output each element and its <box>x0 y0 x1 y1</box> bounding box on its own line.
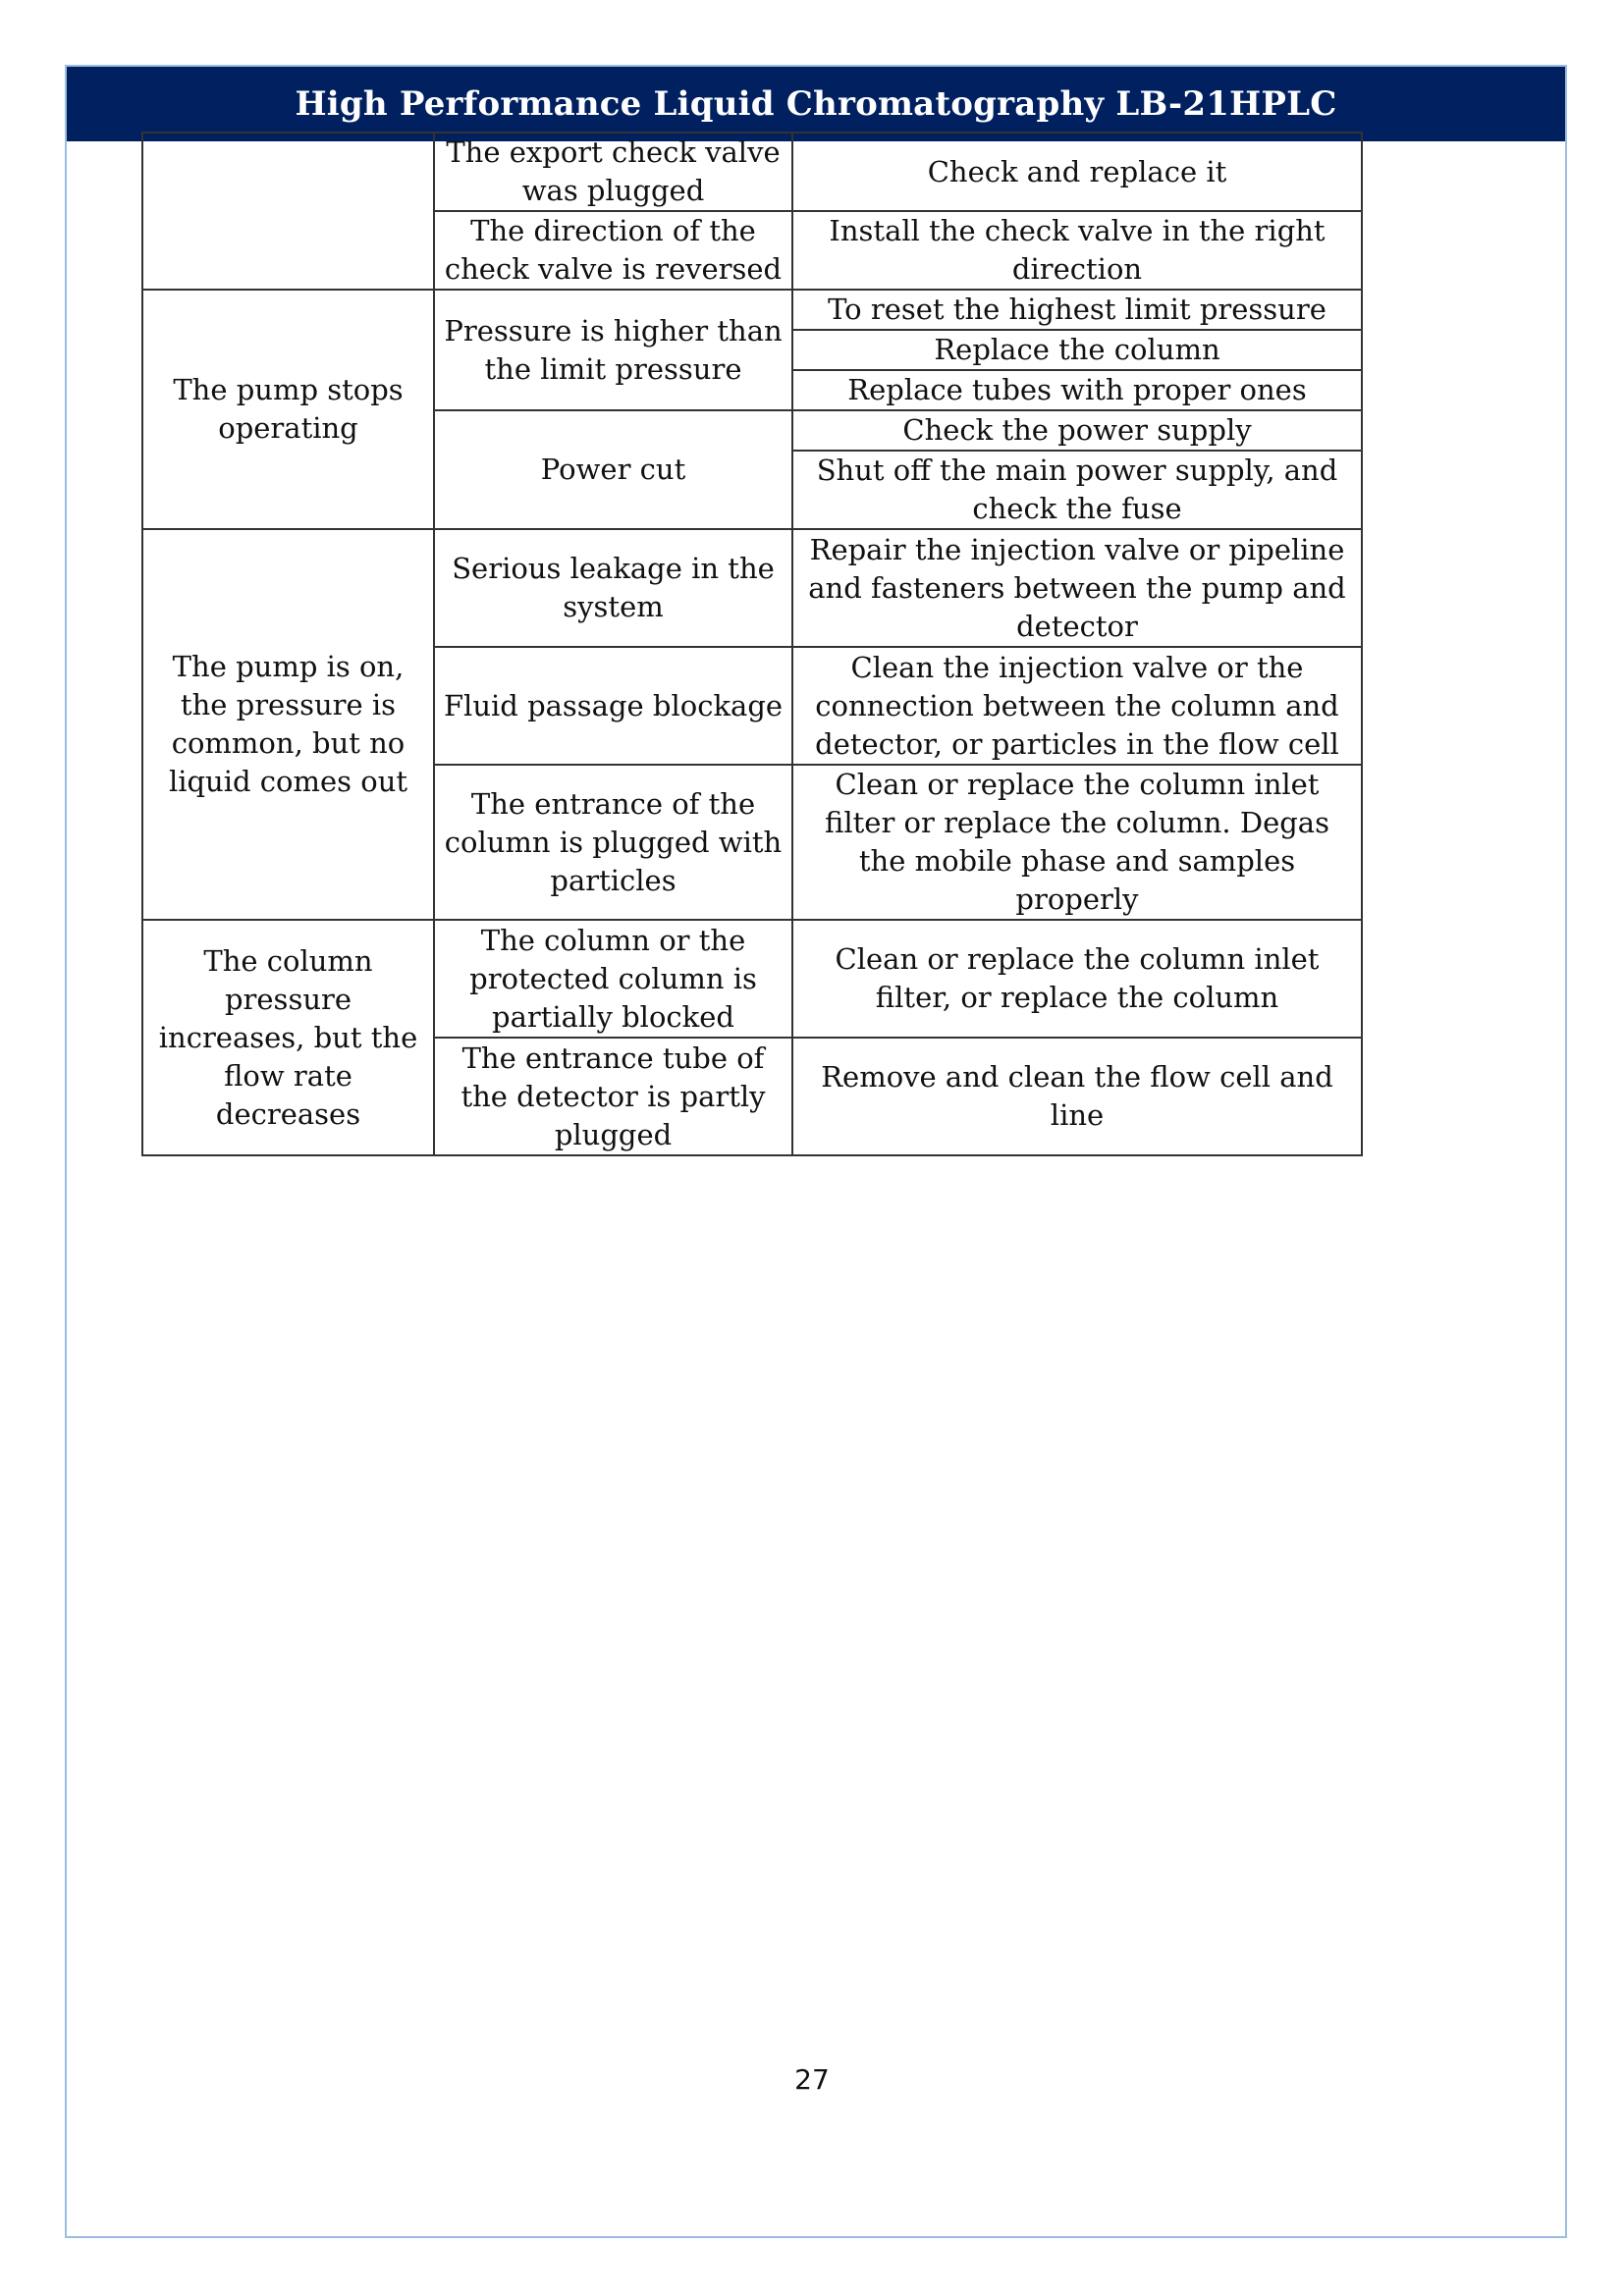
document-title: High Performance Liquid Chromatography LB-21HPLC <box>295 84 1337 124</box>
cause-cell: Fluid passage blockage <box>434 647 792 765</box>
cause-cell: The entrance of the column is plugged with particles <box>434 765 792 920</box>
troubleshooting-table <box>141 132 1363 1156</box>
solution-cell: Install the check valve in the right direction <box>792 211 1362 290</box>
cause-cell: The export check valve was plugged <box>434 133 792 211</box>
table-row <box>142 529 1362 647</box>
cause-cell: The direction of the check valve is reversed <box>434 211 792 290</box>
table-row <box>142 133 1362 211</box>
cause-cell: Power cut <box>434 410 792 529</box>
table-row <box>142 290 1362 330</box>
page-number: 27 <box>794 2063 830 2096</box>
cause-cell: The column or the protected column is partially blocked <box>434 920 792 1038</box>
symptom-cell: The column pressure increases, but the flow rate decreases <box>142 920 434 1155</box>
solution-cell: Replace tubes with proper ones <box>792 370 1362 410</box>
solution-cell: Check the power supply <box>792 410 1362 451</box>
solution-cell: Clean or replace the column inlet filter, or replace the column <box>792 920 1362 1038</box>
solution-cell: Check and replace it <box>792 133 1362 211</box>
cause-cell: Serious leakage in the system <box>434 529 792 647</box>
solution-cell: Clean or replace the column inlet filter or replace the column. Degas the mobile phase and samples properly <box>792 765 1362 920</box>
symptom-cell: The pump is on, the pressure is common, but no liquid comes out <box>142 529 434 920</box>
header-bar <box>67 67 1565 141</box>
table-row <box>142 920 1362 1038</box>
cause-cell: Pressure is higher than the limit pressure <box>434 290 792 410</box>
solution-cell: Clean the injection valve or the connection between the column and detector, or particles in the flow cell <box>792 647 1362 765</box>
solution-cell: Replace the column <box>792 330 1362 370</box>
solution-cell: To reset the highest limit pressure <box>792 290 1362 330</box>
symptom-cell: The pump stops operating <box>142 290 434 529</box>
solution-cell: Remove and clean the flow cell and line <box>792 1038 1362 1155</box>
solution-cell: Shut off the main power supply, and check the fuse <box>792 451 1362 529</box>
symptom-cell <box>142 133 434 290</box>
cause-cell: The entrance tube of the detector is partly plugged <box>434 1038 792 1155</box>
solution-cell: Repair the injection valve or pipeline and fasteners between the pump and detector <box>792 529 1362 647</box>
